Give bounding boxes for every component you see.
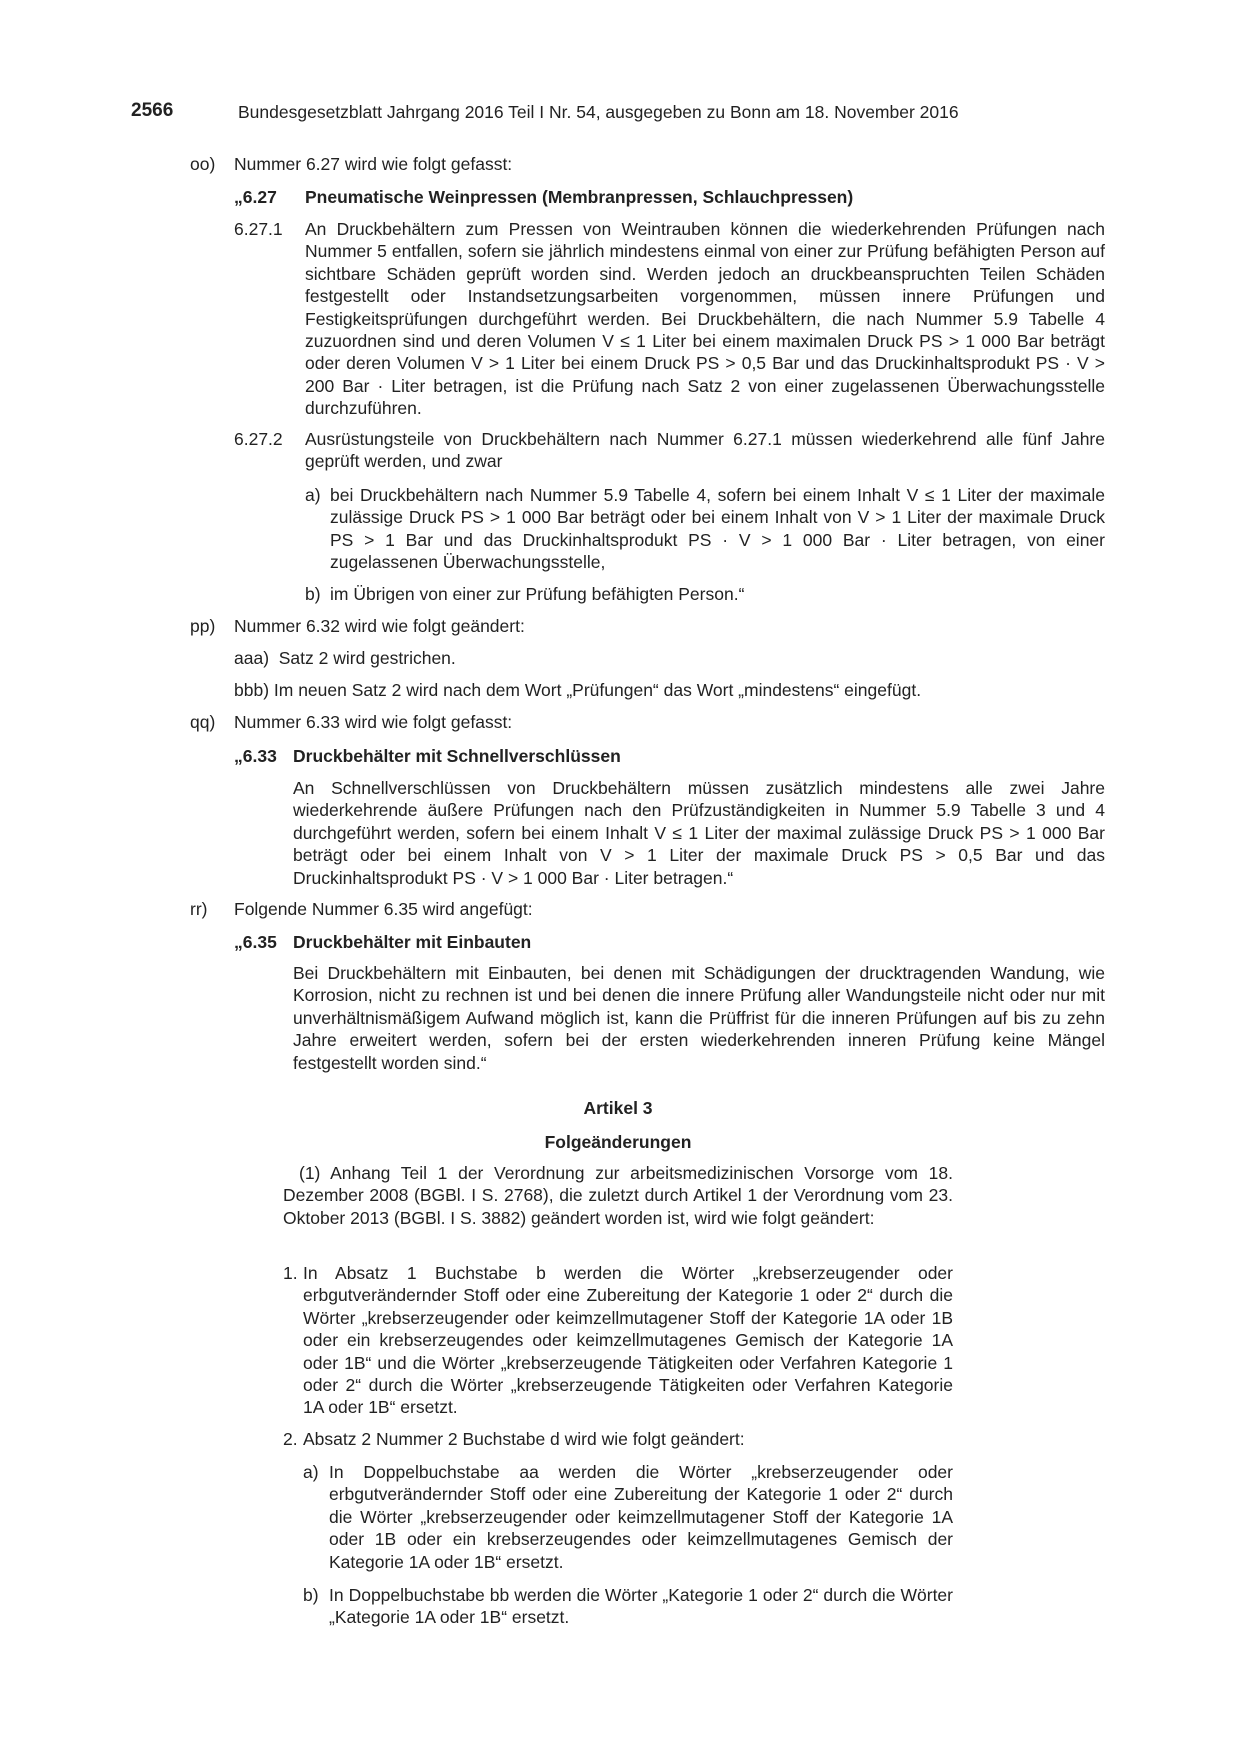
section-6-27-title: Pneumatische Weinpressen (Membranpressen, Schlauchpressen)	[305, 187, 854, 207]
section-6-33-number: „6.33	[234, 746, 277, 766]
item-pp-bbb: bbb) Im neuen Satz 2 wird nach dem Wort „Prüfungen“ das Wort „mindestens“ eingefügt.	[234, 680, 922, 700]
item-rr-intro: Folgende Nummer 6.35 wird angefügt:	[234, 899, 533, 919]
para-6-27-2-text: Ausrüstungsteile von Druckbehältern nach Nummer 6.27.1 müssen wiederkehrend alle fünf Jahre geprüft werden, und zwar	[305, 429, 1105, 472]
article-title: Artikel 3	[583, 1098, 653, 1118]
article-item-2a-text: In Doppelbuchstabe aa werden die Wörter „krebserzeugender oder erbgutverändernder Stoff oder eine Zubereitung der Kategorie 1 oder 2“ durch die Wörter „krebserzeugender oder keimzellmutagener Stoff der Kategorie 1A oder 1B oder ein krebserzeugendes oder keimzellmutagenes Gemisch der Kategorie 1A oder 1B“ ersetzt.	[329, 1462, 953, 1572]
section-6-35-number: „6.35	[234, 932, 277, 952]
article-item-2b-label: b)	[303, 1585, 319, 1605]
article-item-2-label: 2.	[283, 1429, 298, 1449]
subitem-b-label: b)	[305, 584, 321, 604]
article-item-1-text: In Absatz 1 Buchstabe b werden die Wörter „krebserzeugender oder erbgutverändernder Stoff oder eine Zubereitung der Kategorie 1 oder 2“ durch die Wörter „krebserzeugender oder keimzellmutagener Stoff der Kategorie 1A oder 1B oder ein krebserzeugendes oder keimzellmutagenes Gemisch der Kategorie 1A oder 1B“ und die Wörter „krebserzeugende Tätigkeiten oder Verfahren Kategorie 1 oder 2“ durch die Wörter „krebserzeugende Tätigkeiten oder Verfahren Kategorie 1A oder 1B“ ersetzt.	[303, 1263, 953, 1418]
section-6-33-text: An Schnellverschlüssen von Druckbehältern müssen zusätzlich mindestens alle zwei Jahre wiederkehrende äußere Prüfungen nach den Prüfzuständigkeiten in Nummer 5.9 Tabelle 3 und 4 durchgeführt werden, sofern bei einem Inhalt V ≤ 1 Liter der maximal zulässige Druck PS > 1 000 Bar beträgt oder bei einem Inhalt von V > 1 Liter der maximale Druck PS > 0,5 Bar und das Druckinhaltsprodukt PS · V > 1 000 Bar · Liter betragen.“	[293, 778, 1105, 888]
item-pp-aaa: aaa) Satz 2 wird gestrichen.	[234, 648, 456, 668]
item-rr-label: rr)	[190, 899, 208, 919]
article-item-2-text: Absatz 2 Nummer 2 Buchstabe d wird wie folgt geändert:	[303, 1429, 745, 1449]
item-oo-intro: Nummer 6.27 wird wie folgt gefasst:	[234, 154, 513, 174]
subitem-a-label: a)	[305, 485, 321, 505]
article-intro: (1) Anhang Teil 1 der Verordnung zur arbeitsmedizinischen Vorsorge vom 18. Dezember 2008 (BGBl. I S. 2768), die zuletzt durch Artikel 1 der Verordnung vom 23. Oktober 2013 (BGBl. I S. 3882) geändert worden ist, wird wie folgt geändert:	[283, 1163, 953, 1228]
article-item-2b-text: In Doppelbuchstabe bb werden die Wörter „Kategorie 1 oder 2“ durch die Wörter „Kategorie 1A oder 1B“ ersetzt.	[329, 1585, 953, 1628]
section-6-35-text: Bei Druckbehältern mit Einbauten, bei denen mit Schädigungen der drucktragenden Wandung, wie Korrosion, nicht zu rechnen ist und bei denen die innere Prüfung aller Wandungsteile nicht oder nur mit unverhältnismäßigem Aufwand möglich ist, kann die Prüffrist für die inneren Prüfungen auf bis zu zehn Jahre erweitert werden, sofern bei der ersten wiederkehrenden inneren Prüfung keine Mängel festgestellt worden sind.“	[293, 963, 1105, 1073]
article-item-1-label: 1.	[283, 1263, 298, 1283]
section-6-33-title: Druckbehälter mit Schnellverschlüssen	[293, 746, 621, 766]
article-item-2a-label: a)	[303, 1462, 319, 1482]
running-title: Bundesgesetzblatt Jahrgang 2016 Teil I Nr. 54, ausgegeben zu Bonn am 18. November 2016	[238, 102, 959, 122]
subitem-a-text: bei Druckbehältern nach Nummer 5.9 Tabelle 4, sofern bei einem Inhalt V ≤ 1 Liter der maximale zulässige Druck PS > 1 000 Bar beträgt oder bei einem Inhalt von V > 1 Liter der maximale Druck PS > 1 Bar und das Druckinhaltsprodukt PS · V > 1 000 Bar · Liter betragen, von einer zugelassenen Überwachungsstelle,	[330, 485, 1105, 573]
section-6-27-number: „6.27	[234, 187, 277, 207]
page-number: 2566	[131, 100, 174, 121]
para-6-27-1-number: 6.27.1	[234, 219, 283, 239]
subitem-b-text: im Übrigen von einer zur Prüfung befähigten Person.“	[330, 584, 745, 604]
section-6-35-title: Druckbehälter mit Einbauten	[293, 932, 532, 952]
para-6-27-1-text: An Druckbehältern zum Pressen von Weintrauben können die wiederkehrenden Prüfungen nach Nummer 5 entfallen, sofern sie jährlich mindestens einmal von einer zur Prüfung befähigten Person auf sichtbare Schäden geprüft worden sind. Werden jedoch an druckbeanspruchten Teilen Schäden festgestellt oder Instandsetzungsarbeiten vorgenommen, müssen innere Prüfungen und Festigkeitsprüfungen durchgeführt werden. Bei Druckbehältern, die nach Nummer 5.9 Tabelle 4 zuzuordnen sind und deren Volumen V ≤ 1 Liter bei einem maximalen Druck PS > 1 000 Bar beträgt oder deren Volumen V > 1 Liter bei einem Druck PS > 0,5 Bar und das Druckinhaltsprodukt PS · V > 200 Bar · Liter betragen, ist die Prüfung nach Satz 2 von einer zugelassenen Überwachungsstelle durchzuführen.	[305, 219, 1105, 419]
article-subtitle: Folgeänderungen	[544, 1132, 692, 1152]
item-qq-label: qq)	[190, 712, 216, 732]
item-pp-intro: Nummer 6.32 wird wie folgt geändert:	[234, 616, 525, 636]
item-qq-intro: Nummer 6.33 wird wie folgt gefasst:	[234, 712, 513, 732]
para-6-27-2-number: 6.27.2	[234, 429, 283, 449]
page-header	[0, 0, 1241, 130]
item-pp-label: pp)	[190, 616, 216, 636]
item-oo-label: oo)	[190, 154, 216, 174]
